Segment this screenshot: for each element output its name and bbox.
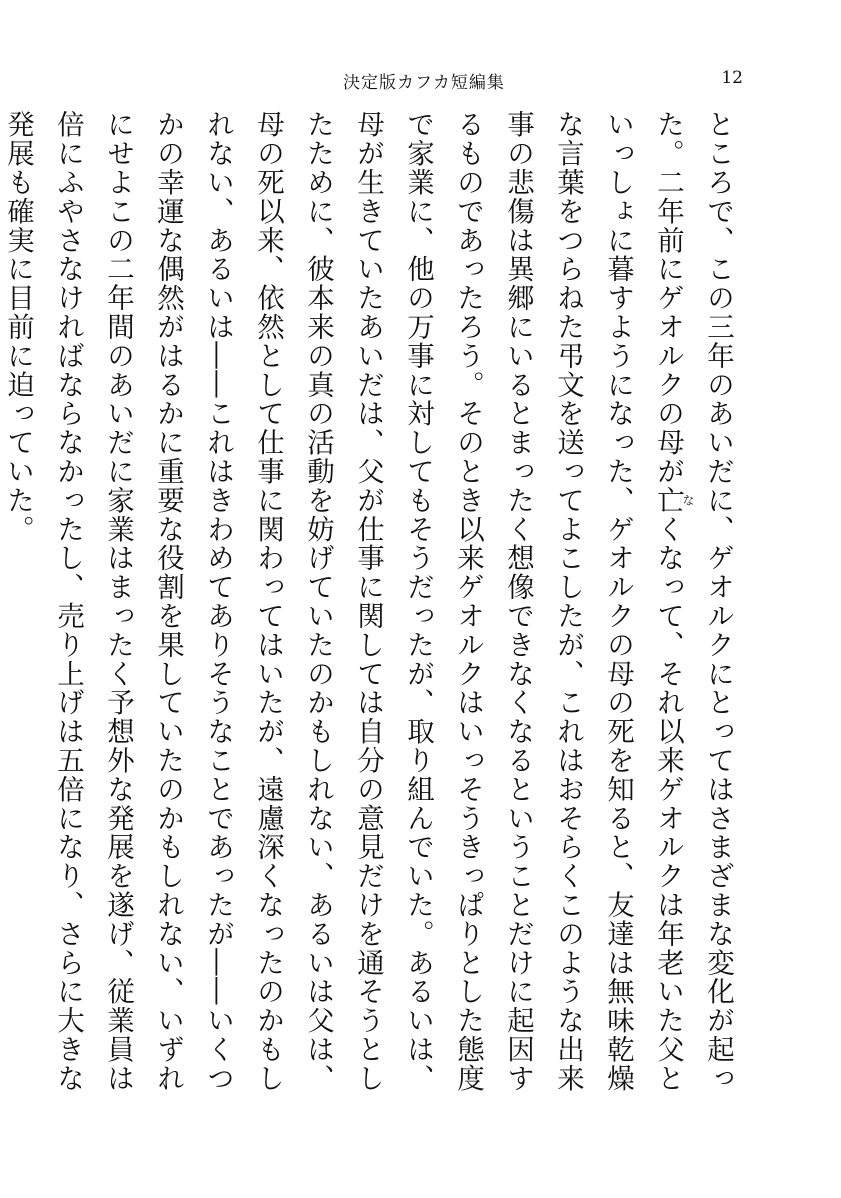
ruby-reading: な xyxy=(681,485,695,515)
book-title: 決定版カフカ短編集 xyxy=(343,73,505,93)
page-number: 12 xyxy=(721,68,743,88)
ruby-base: 亡 xyxy=(652,485,684,515)
paragraph-1-part-1: ところで、この三年のあいだに、ゲオルクにとってはさまざまな変化が起った。二年前にゲオルクの母が xyxy=(652,110,734,1093)
paragraph-1-part-2: くなって、それ以来ゲオルクは年老いた父といっしょに暮すようになった、ゲオルクの母の死を知ると、友達は無味乾燥な言葉をつらねた弔文を送ってよこしたが、これはおそらくこのような出来事の悲傷は異郷にいるとまったく想像できなくなるということだけに起因するものであったろう。そのとき以来ゲオルクはいっそうきっぱりとした態度で家業に、他の万事に対してもそうだったが、取り組んでいた。あるいは、母が生きていたあいだは、父が仕事に関しては自分の意見だけを通そうとしたために、彼本来の真の活動を妨げていたのかもしれない、あるいは父は、母の死以来、依然として仕事に関わってはいたが、遠慮深くなったのかもしれない、あるいは――これはきわめてありそうなことであったが――いくつかの幸運な偶然がはるかに重要な役割を果していたのかもしれない、いずれにせよこの二年間のあいだに家業はまったく予想外な発展を遂げ、従業員は倍にふやさなければならなかったし、売り上げは五倍になり、さらに大きな発展も確実に目前に迫っていた。 xyxy=(2,110,684,1093)
body-text xyxy=(2,110,743,1100)
ruby-annotation xyxy=(652,485,695,515)
running-head xyxy=(0,68,841,94)
paragraph-1 xyxy=(0,110,743,1100)
